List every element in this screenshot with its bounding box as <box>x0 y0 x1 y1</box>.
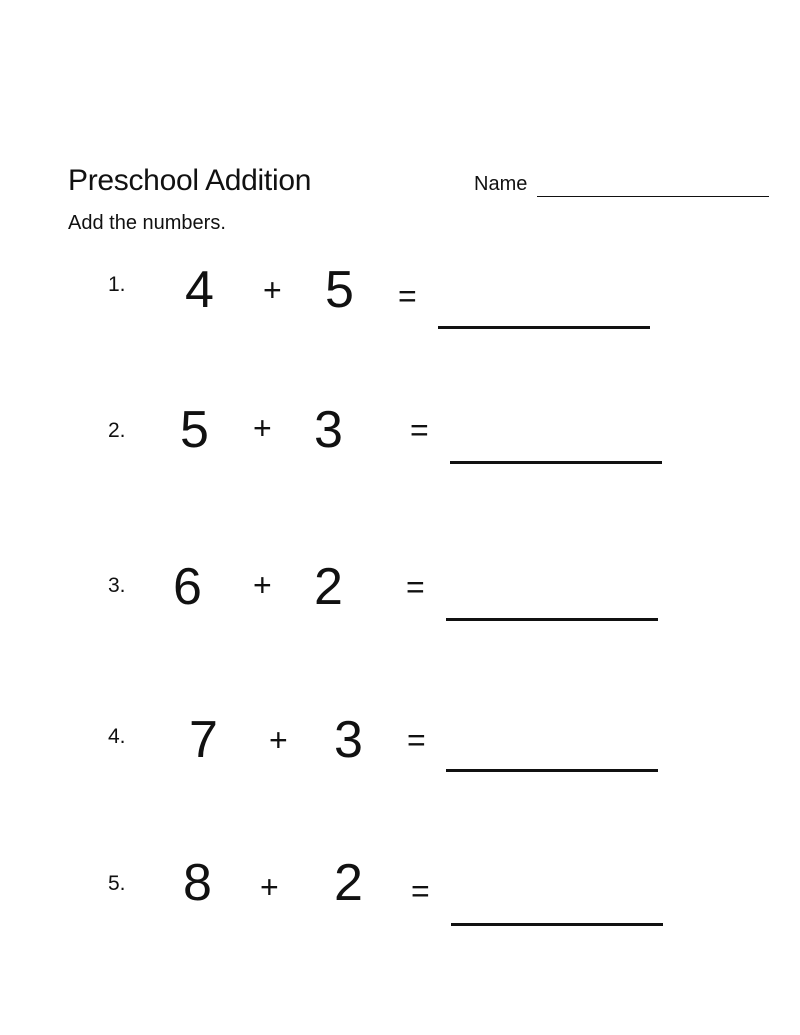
problem-4 <box>0 710 800 820</box>
addend-a: 6 <box>173 558 202 616</box>
problem-3 <box>0 557 800 667</box>
addend-b: 2 <box>314 558 343 616</box>
addend-a: 7 <box>189 711 218 769</box>
problem-1 <box>0 258 800 368</box>
problem-number: 1. <box>108 273 126 296</box>
equals-sign: = <box>406 569 425 605</box>
plus-sign: + <box>253 410 272 446</box>
answer-line[interactable] <box>438 326 650 329</box>
answer-line[interactable] <box>451 923 663 926</box>
equals-sign: = <box>410 412 429 448</box>
answer-line[interactable] <box>450 461 662 464</box>
worksheet-instructions: Add the numbers. <box>68 212 226 234</box>
plus-sign: + <box>260 869 279 905</box>
plus-sign: + <box>263 272 282 308</box>
name-line <box>537 196 769 197</box>
answer-line[interactable] <box>446 618 658 621</box>
problem-5 <box>0 855 800 965</box>
problem-number: 2. <box>108 419 126 442</box>
name-label: Name <box>474 173 528 195</box>
addend-a: 5 <box>180 401 209 459</box>
addend-b: 5 <box>325 261 354 319</box>
addend-b: 3 <box>334 711 363 769</box>
addend-b: 2 <box>334 854 363 912</box>
addend-a: 8 <box>183 854 212 912</box>
addend-b: 3 <box>314 401 343 459</box>
equals-sign: = <box>407 722 426 758</box>
addend-a: 4 <box>185 261 214 319</box>
problem-number: 3. <box>108 574 126 597</box>
equals-sign: = <box>411 873 430 909</box>
plus-sign: + <box>253 567 272 603</box>
problem-number: 4. <box>108 725 126 748</box>
problem-number: 5. <box>108 872 126 895</box>
problem-2 <box>0 400 800 510</box>
worksheet-title: Preschool Addition <box>68 164 312 197</box>
plus-sign: + <box>269 722 288 758</box>
answer-line[interactable] <box>446 769 658 772</box>
equals-sign: = <box>398 278 417 314</box>
